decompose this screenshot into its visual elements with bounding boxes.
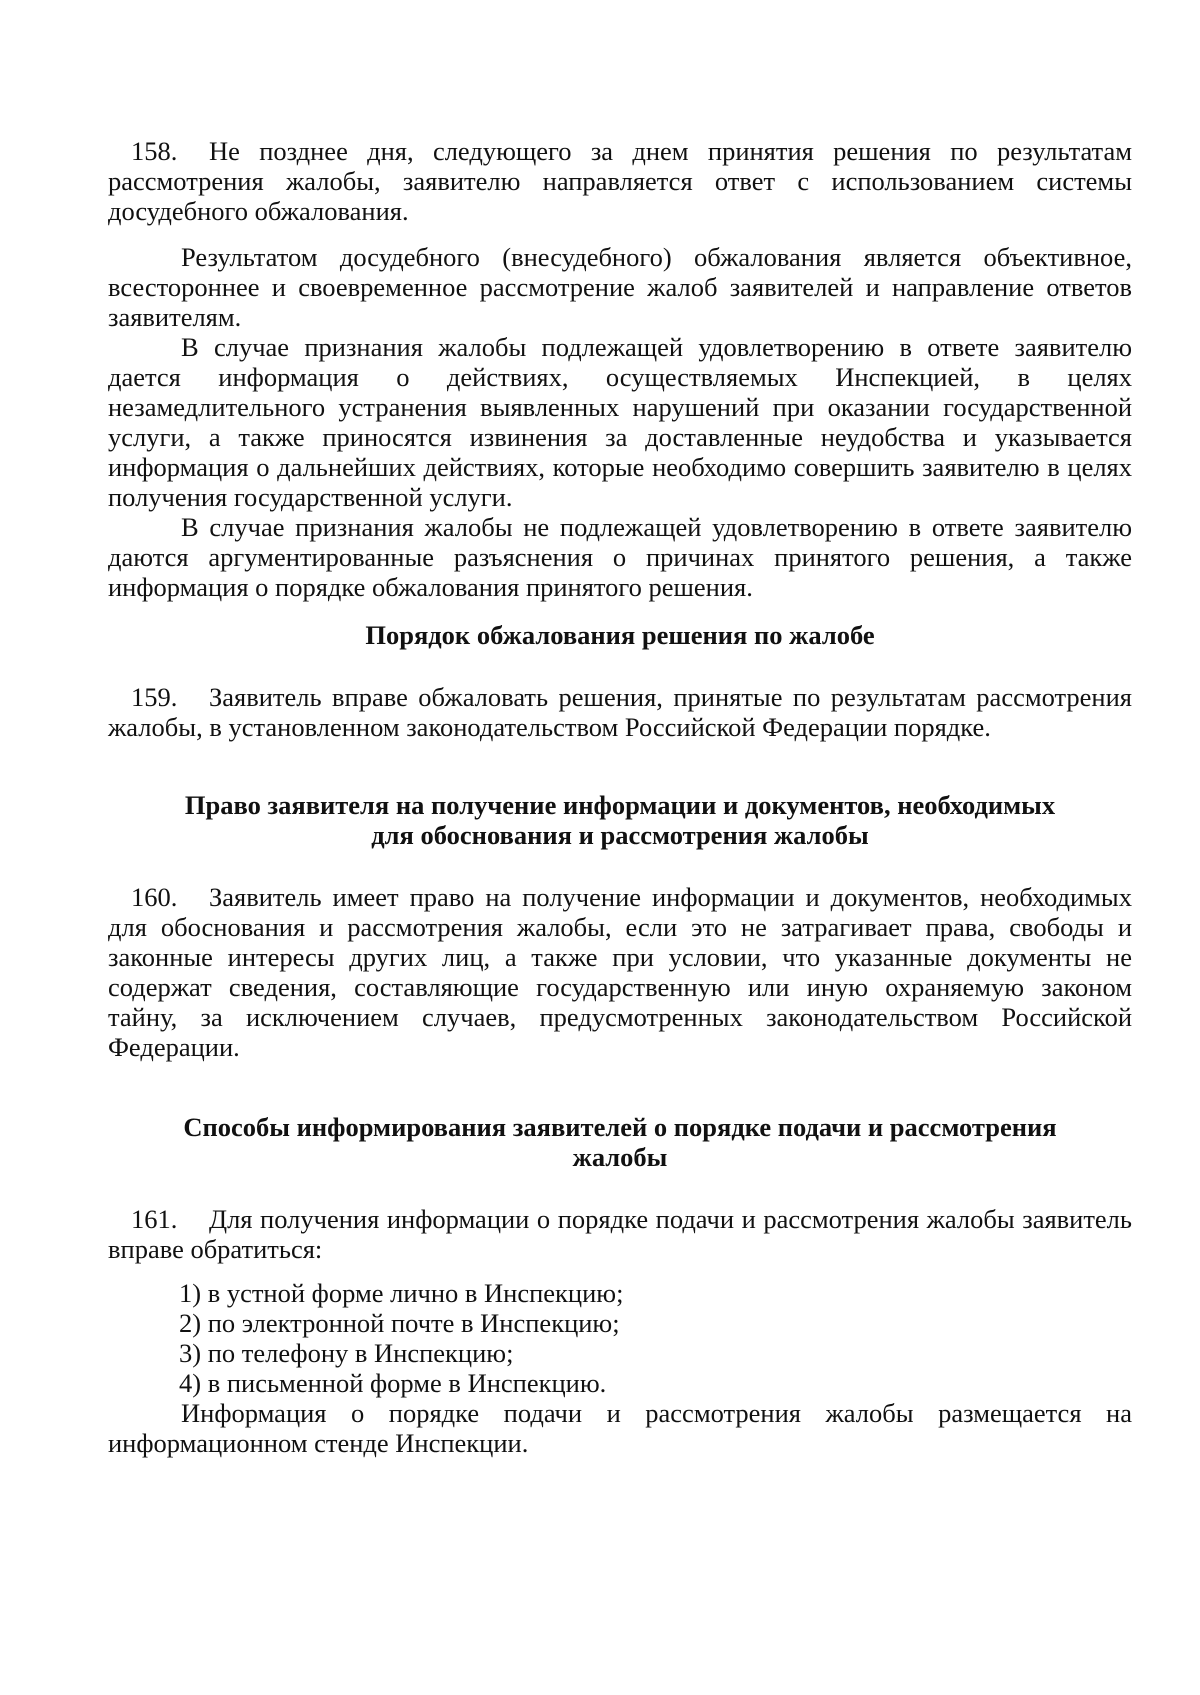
heading-line: Способы информирования заявителей о порядке подачи и рассмотрения	[183, 1112, 1057, 1142]
paragraph-text: Заявитель вправе обжаловать решения, принятые по результатам рассмотрения жалобы, в установленном законодательством Российской Федерации порядке.	[108, 682, 1132, 742]
heading-line: жалобы	[572, 1142, 668, 1172]
contact-method-list	[108, 1278, 1132, 1398]
paragraph-number: 159.	[131, 682, 178, 712]
paragraph-text: Для получения информации о порядке подачи и рассмотрения жалобы заявитель вправе обратиться:	[108, 1204, 1132, 1264]
paragraph-number: 160.	[131, 882, 178, 912]
paragraph-number: 158.	[131, 136, 178, 166]
paragraph-text: Не позднее дня, следующего за днем принятия решения по результатам рассмотрения жалобы, заявителю направляется ответ с использованием системы досудебного обжалования.	[108, 136, 1132, 226]
paragraph-160	[108, 882, 1132, 1062]
paragraph-not-satisfied: В случае признания жалобы не подлежащей удовлетворению в ответе заявителю даются аргументированные разъяснения о причинах принятого решения, а также информация о порядке обжалования принятого решения.	[108, 512, 1132, 602]
heading-line: для обоснования и рассмотрения жалобы	[371, 820, 869, 850]
paragraph-satisfied: В случае признания жалобы подлежащей удовлетворению в ответе заявителю дается информация о действиях, осуществляемых Инспекцией, в целях незамедлительного устранения выявленных нарушений при оказании государственной услуги, а также приносятся извинения за доставленные неудобства и указывается информация о дальнейших действиях, которые необходимо совершить заявителю в целях получения государственной услуги.	[108, 332, 1132, 512]
paragraph-158	[108, 136, 1132, 226]
paragraph-result: Результатом досудебного (внесудебного) обжалования является объективное, всестороннее и своевременное рассмотрение жалоб заявителей и направление ответов заявителям.	[108, 242, 1132, 332]
paragraph-number: 161.	[131, 1204, 178, 1234]
heading-line: Право заявителя на получение информации и документов, необходимых	[184, 790, 1056, 820]
list-item: 2) по электронной почте в Инспекцию;	[179, 1308, 620, 1338]
section-heading-right	[108, 790, 1132, 850]
list-item: 4) в письменной форме в Инспекцию.	[179, 1368, 607, 1398]
paragraph-info-stand: Информация о порядке подачи и рассмотрения жалобы размещается на информационном стенде Инспекции.	[108, 1398, 1132, 1458]
section-heading-appeal: Порядок обжалования решения по жалобе	[365, 620, 875, 650]
list-item: 3) по телефону в Инспекцию;	[179, 1338, 514, 1368]
section-heading-methods	[108, 1112, 1132, 1172]
list-item: 1) в устной форме лично в Инспекцию;	[179, 1278, 624, 1308]
paragraph-text: Заявитель имеет право на получение информации и документов, необходимых для обоснования и рассмотрения жалобы, если это не затрагивает права, свободы и законные интересы других лиц, а также при условии, что указанные документы не содержат сведения, составляющие государственную или иную охраняемую законом тайну, за исключением случаев, предусмотренных законодательством Российской Федерации.	[108, 882, 1132, 1062]
document-page	[108, 136, 1132, 1458]
paragraph-159	[108, 682, 1132, 742]
paragraph-161	[108, 1204, 1132, 1264]
